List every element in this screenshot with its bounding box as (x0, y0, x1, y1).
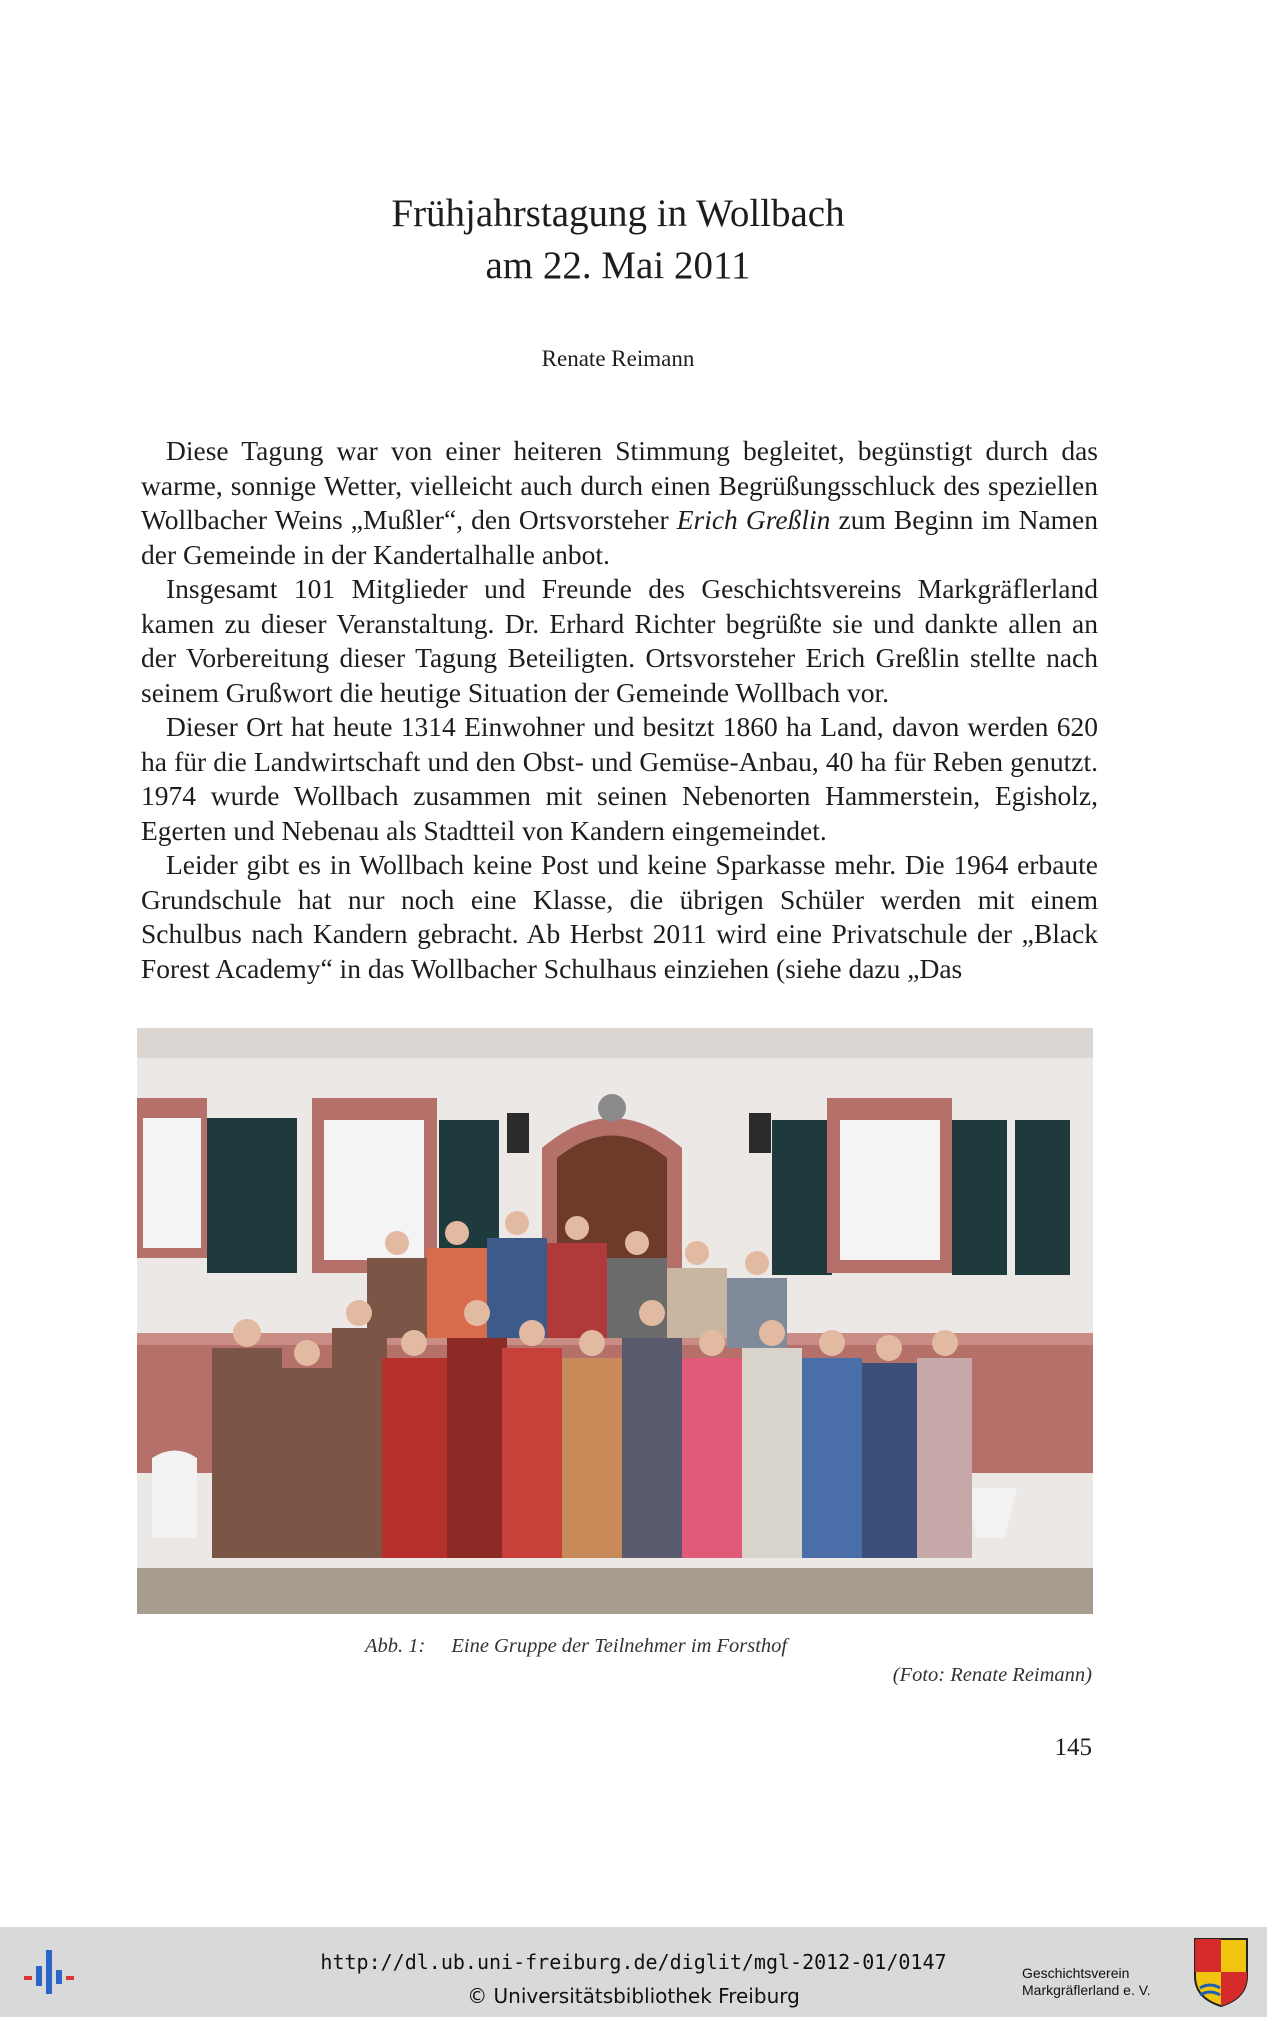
paragraph-1-end: zum Beginn im Namen der Gemeinde in der Kandertalhalle anbot. (141, 504, 1098, 570)
paragraph-4: Leider gibt es in Wollbach keine Post und keine Sparkasse mehr. Die 1964 erbaute Grundschule hat nur noch eine Klasse, die übrigen Schüler werden mit einem Schulbus nach Kandern gebracht. Ab Herbst 2011 wird eine Privatschule der „Black Forest Academy“ in das Wollbacher Schulhaus einziehen (siehe dazu „Das (141, 849, 1098, 984)
figure-caption (365, 1635, 787, 1658)
article-title (0, 188, 1236, 292)
paragraph-1-start: Diese Tagung war von einer heiteren Stimmung begleitet, begünstigt durch das warme, sonnige Wetter, vielleicht auch durch einen Begrüßungsschluck des speziellen Wollbacher Weins „Mußler“, den Ortsvorsteher (141, 435, 1098, 535)
source-url[interactable]: http://dl.ub.uni-freiburg.de/diglit/mgl-2012-01/0147 (320, 1950, 947, 1974)
society-line-2: Markgräflerland e. V. (1022, 1982, 1151, 1998)
society-line-1: Geschichtsverein (1022, 1965, 1130, 1981)
group-photo (137, 1028, 1093, 1614)
coat-of-arms-icon (1192, 1936, 1250, 2008)
society-name (1022, 1965, 1151, 1999)
author-name: Renate Reimann (541, 346, 695, 371)
figure-caption-text: Eine Gruppe der Teilnehmer im Forsthof (451, 1635, 788, 1657)
paragraph-2: Insgesamt 101 Mitglieder und Freunde des Geschichtsvereins Markgräflerland kamen zu dieser Veranstaltung. Dr. Erhard Richter begrüßte sie und dankte allen an der Vorbereitung dieser Tagung Beteiligten. Ortsvorsteher Erich Greßlin stellte nach seinem Grußwort die heutige Situation der Gemeinde Wollbach vor. (141, 573, 1098, 708)
page-number: 145 (1054, 1734, 1092, 1761)
person-name: Erich Greßlin (676, 504, 831, 535)
title-line-2: am 22. Mai 2011 (485, 244, 751, 287)
paragraph-1 (141, 434, 1098, 572)
paragraph-3: Dieser Ort hat heute 1314 Einwohner und besitzt 1860 ha Land, davon werden 620 ha für die Landwirtschaft und den Obst- und Gemüse-Anbau, 40 ha für Reben genutzt. 1974 wurde Wollbach zusammen mit seinen Nebenorten Hammerstein, Egisholz, Egerten und Nebenau als Stadtteil von Kandern eingemeindet. (141, 711, 1098, 846)
copyright: © Universitätsbibliothek Freiburg (467, 1984, 800, 2008)
figure-label: Abb. 1: (365, 1635, 426, 1657)
article-body (141, 434, 1098, 986)
title-line-1: Frühjahrstagung in Wollbach (391, 192, 845, 235)
photo-credit: (Foto: Renate Reimann) (892, 1664, 1092, 1686)
